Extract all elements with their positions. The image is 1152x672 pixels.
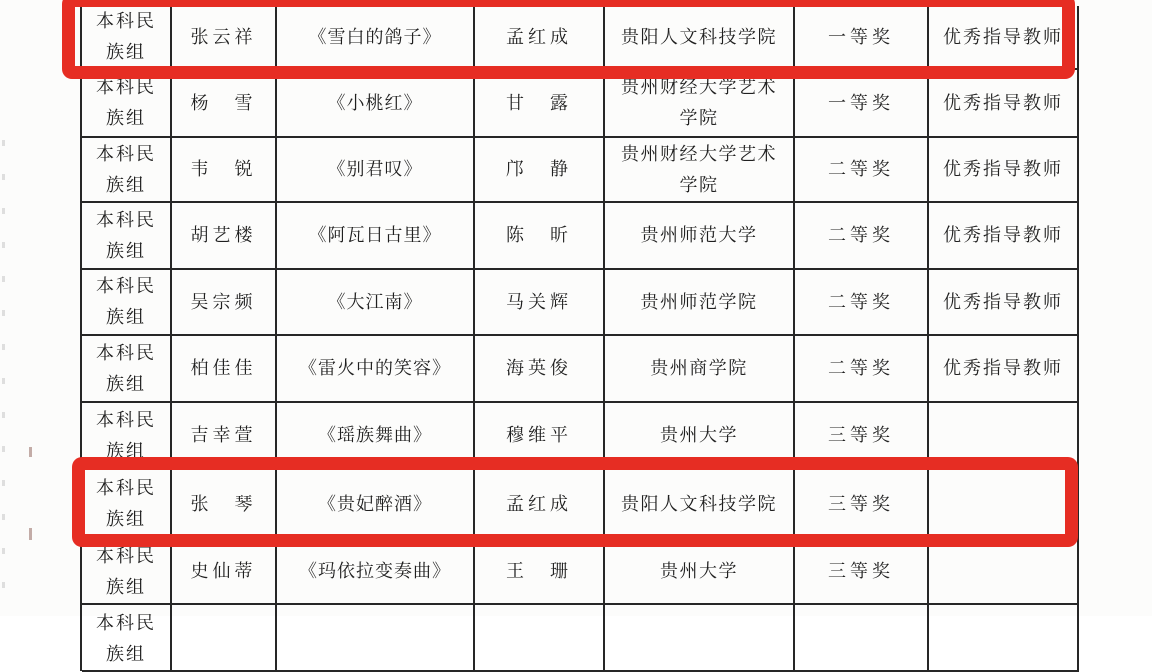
cell-performer-name: [172, 605, 277, 672]
cell-honor: [929, 403, 1079, 470]
cell-award: [795, 138, 929, 203]
cell-honor: [929, 336, 1079, 403]
cell-piece-title: [277, 540, 475, 605]
cell-text-honor: 优秀指导教师: [943, 225, 1063, 245]
cell-school: [605, 6, 795, 70]
cell-text-group: 本科民族组: [96, 11, 156, 62]
cell-teacher-name: [475, 540, 605, 605]
cell-award: [795, 540, 929, 605]
cell-award: [795, 6, 929, 70]
cell-performer-name: [172, 403, 277, 470]
cell-piece-title: [277, 138, 475, 203]
cell-award: [795, 470, 929, 540]
cell-school: [605, 605, 795, 672]
cell-text-piece: 《雷火中的笑容》: [299, 358, 451, 378]
cell-text-award: 三等奖: [828, 561, 894, 581]
cell-teacher-name: [475, 470, 605, 540]
cell-text-award: 二等奖: [828, 225, 894, 245]
cell-performer-name: [172, 540, 277, 605]
cell-text-name: 吉幸萱: [190, 425, 257, 445]
cell-piece-title: [277, 70, 475, 138]
cell-text-award: 一等奖: [828, 26, 894, 47]
cell-honor: [929, 203, 1079, 270]
cell-text-name: 史仙蒂: [190, 561, 257, 581]
cell-text-honor: 优秀指导教师: [943, 159, 1063, 179]
cell-text-award: 二等奖: [828, 159, 894, 179]
cell-text-name: 吴宗频: [190, 291, 257, 312]
cell-text-piece: 《别君叹》: [327, 159, 423, 179]
cell-school: [605, 138, 795, 203]
cell-group: [82, 138, 172, 203]
table-row: [82, 336, 1079, 403]
cell-text-name: 杨 雪: [190, 92, 257, 113]
cell-text-award: 一等奖: [828, 92, 894, 113]
cell-text-group: 本科民族组: [96, 77, 156, 128]
cell-text-teacher: 马关辉: [506, 291, 572, 312]
cell-teacher-name: [475, 138, 605, 203]
cell-text-honor: 优秀指导教师: [943, 291, 1063, 312]
cell-school: [605, 203, 795, 270]
cell-school: [605, 470, 795, 540]
cell-text-teacher: 穆维平: [506, 425, 572, 445]
cell-text-name: 张 琴: [190, 493, 257, 514]
cell-group: [82, 6, 172, 70]
cell-text-school: 贵州财经大学艺术学院: [621, 143, 777, 195]
cell-honor: [929, 540, 1079, 605]
cell-group: [82, 470, 172, 540]
cell-performer-name: [172, 203, 277, 270]
cell-text-award: 二等奖: [828, 358, 894, 378]
cell-text-piece: 《小桃红》: [327, 92, 423, 113]
cell-teacher-name: [475, 203, 605, 270]
cell-teacher-name: [475, 6, 605, 70]
cell-text-award: 三等奖: [828, 493, 894, 514]
cell-text-school: 贵州商学院: [650, 358, 748, 378]
cell-school: [605, 540, 795, 605]
table-row: [82, 540, 1079, 605]
cell-text-teacher: 孟红成: [506, 26, 572, 47]
cell-text-name: 柏佳佳: [190, 358, 257, 378]
cell-award: [795, 70, 929, 138]
cell-performer-name: [172, 70, 277, 138]
cell-honor: [929, 138, 1079, 203]
cell-award: [795, 336, 929, 403]
cell-performer-name: [172, 138, 277, 203]
cell-school: [605, 270, 795, 336]
cell-text-group: 本科民族组: [96, 143, 156, 195]
cell-award: [795, 203, 929, 270]
table-row: [82, 138, 1079, 203]
cell-text-teacher: 邝 静: [506, 159, 572, 179]
cell-text-school: 贵州大学: [660, 561, 738, 581]
cell-piece-title: [277, 6, 475, 70]
table-row-highlighted: [82, 470, 1079, 540]
table-row: [82, 403, 1079, 470]
cell-text-piece: 《雪白的鸽子》: [308, 26, 442, 47]
cell-piece-title: [277, 203, 475, 270]
cell-school: [605, 70, 795, 138]
cell-text-teacher: 王 珊: [506, 561, 572, 581]
cell-text-school: 贵州财经大学艺术学院: [621, 77, 777, 128]
cell-text-group: 本科民族组: [96, 545, 156, 597]
cell-text-piece: 《阿瓦日古里》: [308, 225, 442, 245]
cell-text-name: 张云祥: [190, 26, 257, 47]
cell-honor: [929, 470, 1079, 540]
cell-piece-title: [277, 403, 475, 470]
cell-performer-name: [172, 470, 277, 540]
cell-performer-name: [172, 336, 277, 403]
cell-teacher-name: [475, 270, 605, 336]
cell-text-piece: 《瑶族舞曲》: [318, 425, 432, 445]
cell-piece-title: [277, 336, 475, 403]
scan-artifact-dashes: [2, 140, 5, 600]
cell-text-award: 二等奖: [828, 291, 894, 312]
cell-honor: [929, 270, 1079, 336]
cell-school: [605, 403, 795, 470]
cell-group: [82, 403, 172, 470]
cell-text-name: 胡艺楼: [190, 225, 257, 245]
cell-text-teacher: 陈 昕: [506, 225, 572, 245]
scan-artifact-speck: [29, 528, 32, 540]
table-row: [82, 203, 1079, 270]
cell-text-group: 本科民族组: [96, 276, 156, 327]
cell-text-school: 贵州大学: [660, 425, 738, 445]
cell-piece-title: [277, 605, 475, 672]
cell-text-group: 本科民族组: [96, 478, 156, 529]
cell-group: [82, 336, 172, 403]
cell-text-group: 本科民族组: [96, 209, 156, 261]
awards-table: [80, 6, 1079, 671]
cell-text-honor: 优秀指导教师: [943, 26, 1063, 47]
cell-text-teacher: 甘 露: [506, 92, 572, 113]
cell-honor: [929, 605, 1079, 672]
cell-honor: [929, 70, 1079, 138]
cell-honor: [929, 6, 1079, 70]
cell-text-school: 贵阳人文科技学院: [621, 493, 777, 514]
cell-group: [82, 270, 172, 336]
cell-group: [82, 540, 172, 605]
cell-piece-title: [277, 270, 475, 336]
cell-text-honor: 优秀指导教师: [943, 92, 1063, 113]
cell-group: [82, 203, 172, 270]
cell-text-group: 本科民族组: [96, 613, 156, 664]
cell-teacher-name: [475, 70, 605, 138]
cell-teacher-name: [475, 605, 605, 672]
scan-artifact-speck: [29, 447, 32, 457]
cell-group: [82, 70, 172, 138]
cell-text-teacher: 孟红成: [506, 493, 572, 514]
cell-award: [795, 605, 929, 672]
cell-award: [795, 403, 929, 470]
cell-performer-name: [172, 270, 277, 336]
cell-award: [795, 270, 929, 336]
cell-text-piece: 《贵妃醉酒》: [318, 493, 432, 514]
cell-text-honor: 优秀指导教师: [943, 358, 1063, 378]
cell-teacher-name: [475, 336, 605, 403]
cell-text-award: 三等奖: [828, 425, 894, 445]
cell-text-school: 贵州师范大学: [640, 225, 758, 245]
cell-piece-title: [277, 470, 475, 540]
cell-text-piece: 《大江南》: [327, 291, 423, 312]
cell-text-group: 本科民族组: [96, 409, 156, 461]
table-row-highlighted: [82, 6, 1079, 70]
table-row: [82, 70, 1079, 138]
cell-school: [605, 336, 795, 403]
cell-performer-name: [172, 6, 277, 70]
cell-text-group: 本科民族组: [96, 342, 156, 394]
cell-text-teacher: 海英俊: [506, 358, 572, 378]
cell-text-piece: 《玛依拉变奏曲》: [299, 561, 451, 581]
table-row: [82, 605, 1079, 671]
cell-text-name: 韦 锐: [190, 159, 257, 179]
table-row: [82, 270, 1079, 336]
cell-text-school: 贵州师范学院: [640, 291, 758, 312]
cell-teacher-name: [475, 403, 605, 470]
cell-text-school: 贵阳人文科技学院: [621, 26, 777, 47]
cell-group: [82, 605, 172, 672]
